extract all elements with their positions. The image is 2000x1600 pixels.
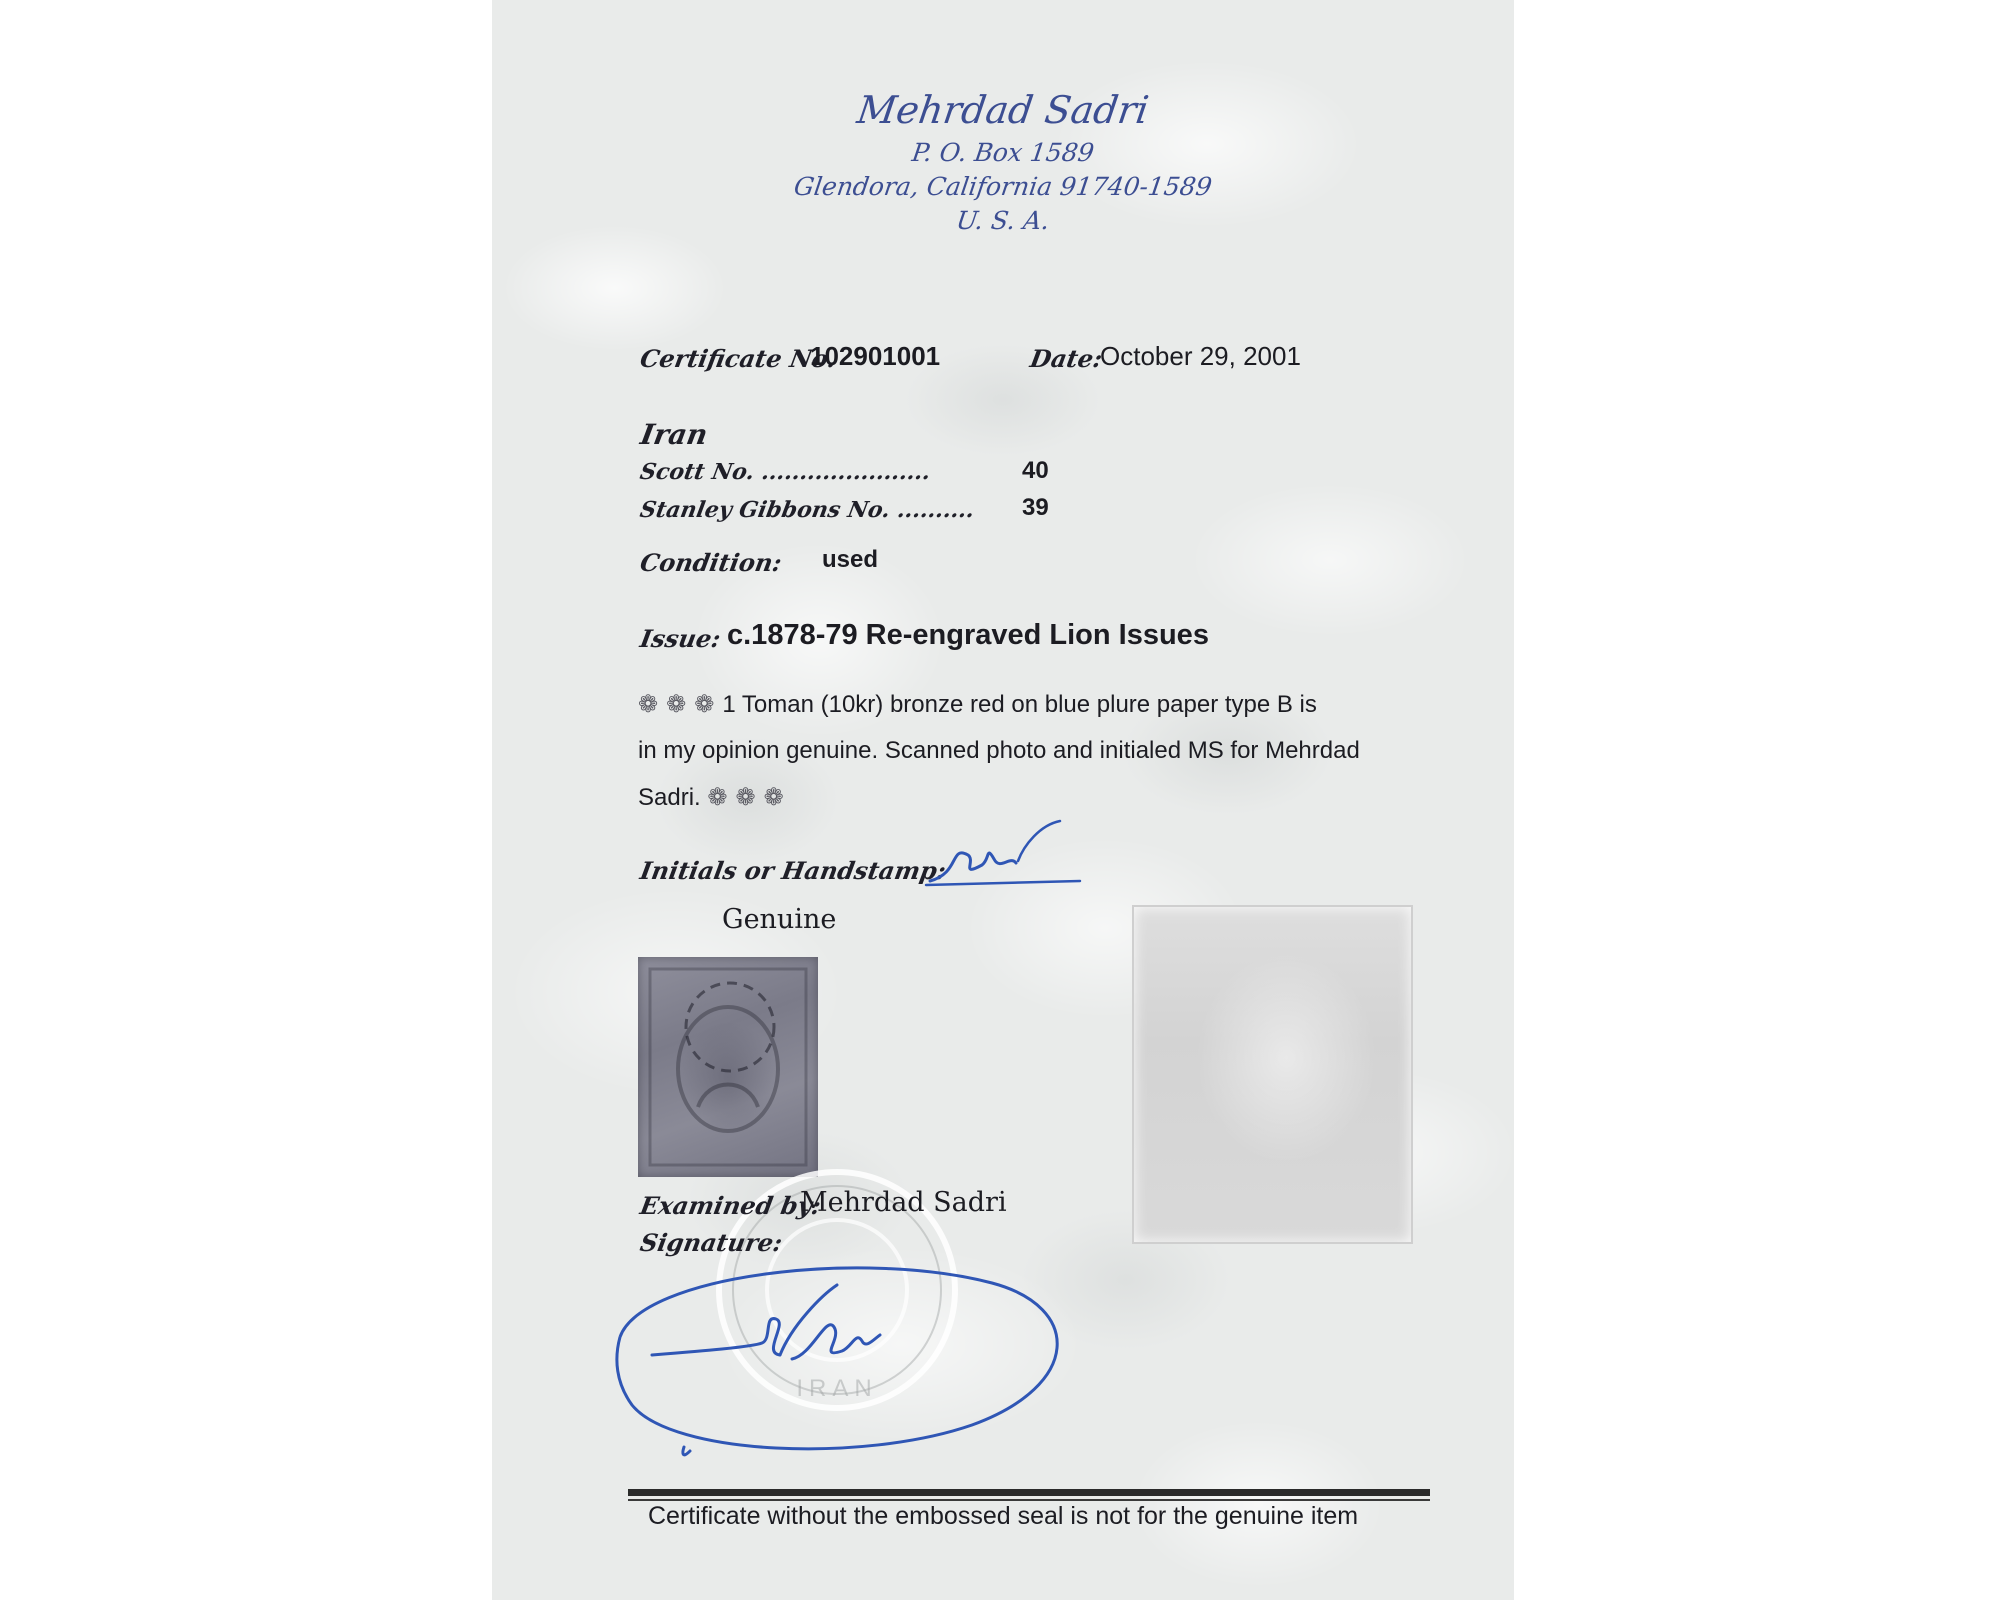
issue-label: Issue: — [638, 624, 723, 653]
opinion-line-1 — [638, 690, 1317, 719]
certificate-number-value: 102901001 — [810, 341, 941, 371]
opinion-text-1: 1 Toman (10kr) bronze red on blue plure paper type B is — [722, 691, 1317, 718]
ornament-flowers-trailing: ❁❁❁ — [707, 784, 792, 811]
footer-divider-thin — [628, 1499, 1430, 1501]
certificate-number-label: Certificate No. — [638, 344, 839, 373]
stamp-lion-emblem — [638, 957, 818, 1177]
letterhead-country: U. S. A. — [954, 206, 1052, 235]
footer-divider — [628, 1489, 1430, 1496]
initials-label: Initials or Handstamp: — [638, 856, 949, 885]
opinion-line-3 — [638, 783, 792, 812]
letterhead-name: Mehrdad Sadri — [854, 88, 1152, 132]
certificate-sheet — [492, 0, 1514, 1600]
sg-number-label: Stanley Gibbons No. .......... — [638, 497, 977, 523]
stamp-country: Iran — [638, 418, 711, 451]
sg-number-value: 39 — [1022, 494, 1049, 521]
date-label: Date: — [1028, 344, 1105, 373]
examiner-name: Mehrdad Sadri — [800, 1187, 1007, 1218]
issue-value: c.1878-79 Re-engraved Lion Issues — [727, 619, 1209, 651]
verdict-caption: Genuine — [722, 904, 837, 935]
letterhead-city: Glendora, California 91740-1589 — [792, 172, 1214, 201]
date-value: October 29, 2001 — [1100, 341, 1301, 371]
condition-label: Condition: — [638, 548, 785, 577]
letterhead-po-box: P. O. Box 1589 — [910, 138, 1096, 167]
scott-number-label: Scott No. ...................... — [638, 459, 933, 485]
opinion-line-2: in my opinion genuine. Scanned photo and initialed MS for Mehrdad — [638, 737, 1360, 764]
ornament-flowers: ❁❁❁ — [638, 691, 723, 718]
scott-number-value: 40 — [1022, 457, 1049, 484]
signature-label: Signature: — [638, 1228, 785, 1257]
stamp-back-photo — [1132, 905, 1413, 1244]
opinion-text-3: Sadri. — [638, 784, 701, 811]
condition-value: used — [822, 546, 879, 573]
initials-signature — [920, 815, 1090, 895]
footer-notice: Certificate without the embossed seal is not for the genuine item — [647, 1502, 1359, 1530]
stamp-front-photo — [638, 957, 818, 1177]
examiner-signature — [612, 1255, 1072, 1465]
examined-by-label: Examined by: — [638, 1191, 824, 1220]
seal-lettering: IRAN — [796, 1375, 878, 1402]
